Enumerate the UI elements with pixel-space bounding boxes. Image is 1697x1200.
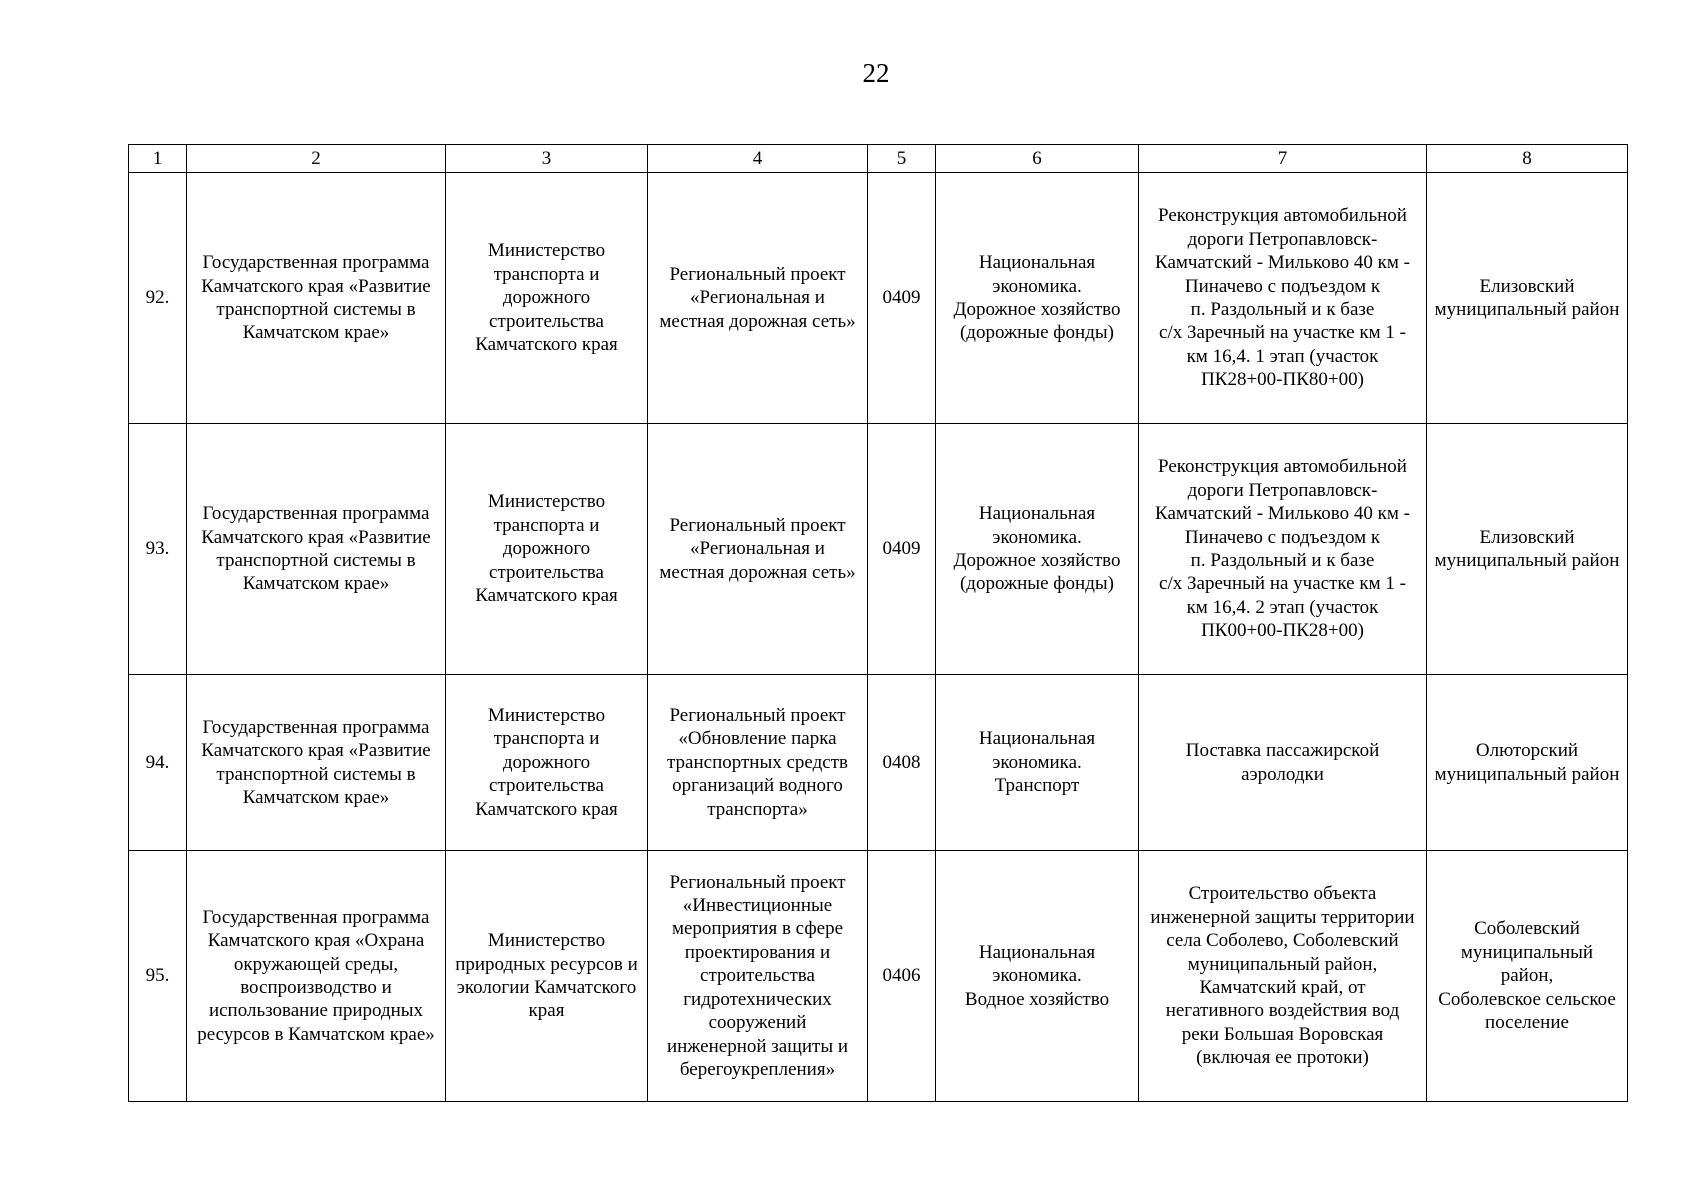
project-cell <box>648 851 868 1102</box>
section-text: Национальная экономика. Транспорт <box>978 728 1096 797</box>
ministry-cell <box>446 173 648 424</box>
object-cell <box>1139 173 1427 424</box>
object-text: Поставка пассажирской аэролодки <box>1185 740 1380 785</box>
header-cell-7: 7 <box>1139 145 1427 173</box>
ministry-text: Министерство природных ресурсов и экологии Камчатского края <box>455 930 638 1022</box>
project-text: Региональный проект «Инвестиционные мероприятия в сфере проектирования и строительства гидротехнических сооружений инженерной защиты и берегоукрепления» <box>666 871 849 1080</box>
code-text: 0409 <box>882 538 921 560</box>
program-cell <box>187 675 446 851</box>
program-text: Государственная программа Камчатского края «Развитие транспортной системы в Камчатском крае» <box>201 503 431 595</box>
project-cell <box>648 675 868 851</box>
page-number: 22 <box>862 58 890 88</box>
code-cell <box>868 675 936 851</box>
ministry-text: Министерство транспорта и дорожного строительства Камчатского края <box>475 240 618 356</box>
municipality-text: Елизовский муниципальный район <box>1434 526 1620 571</box>
row-number-cell <box>129 173 187 424</box>
object-cell <box>1139 424 1427 675</box>
header-row <box>129 145 1628 173</box>
header-cell-2: 2 <box>187 145 446 173</box>
municipality-cell <box>1427 424 1628 675</box>
header-cell-1: 1 <box>129 145 187 173</box>
municipality-text: Олюторский муниципальный район <box>1434 740 1620 785</box>
section-cell <box>936 424 1139 675</box>
header-cell-4: 4 <box>648 145 868 173</box>
row-number-cell <box>129 675 187 851</box>
municipality-cell <box>1427 173 1628 424</box>
header-cell-6: 6 <box>936 145 1139 173</box>
project-text: Региональный проект «Региональная и местная дорожная сеть» <box>659 263 856 332</box>
header-cell-5: 5 <box>868 145 936 173</box>
row-number: 95. <box>145 965 170 987</box>
section-cell <box>936 851 1139 1102</box>
code-cell <box>868 424 936 675</box>
ministry-cell <box>446 675 648 851</box>
table-row <box>129 173 1628 424</box>
object-text: Реконструкция автомобильной дороги Петропавловск- Камчатский - Мильково 40 км - Пиначево с подъездом к п. Раздольный и к базе с/х Заречный на участке км 1 - км 16,4. 1 этап (участок ПК28+00-ПК80+00) <box>1155 205 1410 391</box>
row-number: 93. <box>145 538 170 560</box>
header-cell-8: 8 <box>1427 145 1628 173</box>
program-cell <box>187 173 446 424</box>
municipality-cell <box>1427 851 1628 1102</box>
project-cell <box>648 424 868 675</box>
row-number-cell <box>129 851 187 1102</box>
table-row <box>129 851 1628 1102</box>
code-cell <box>868 851 936 1102</box>
section-cell <box>936 173 1139 424</box>
row-number-cell <box>129 424 187 675</box>
code-text: 0408 <box>882 751 921 773</box>
project-text: Региональный проект «Региональная и местная дорожная сеть» <box>659 514 856 583</box>
program-cell <box>187 851 446 1102</box>
code-text: 0409 <box>882 287 921 309</box>
row-number: 92. <box>145 287 170 309</box>
program-text: Государственная программа Камчатского края «Охрана окружающей среды, воспроизводство и использование природных ресурсов в Камчатском крае» <box>197 906 435 1045</box>
table-row <box>129 424 1628 675</box>
project-cell <box>648 173 868 424</box>
row-number: 94. <box>145 751 170 773</box>
ministry-text: Министерство транспорта и дорожного строительства Камчатского края <box>475 704 618 820</box>
object-text: Реконструкция автомобильной дороги Петропавловск- Камчатский - Мильково 40 км - Пиначево с подъездом к п. Раздольный и к базе с/х Заречный на участке км 1 - км 16,4. 2 этап (участок ПК00+00-ПК28+00) <box>1155 456 1410 642</box>
municipality-text: Елизовский муниципальный район <box>1434 275 1620 320</box>
section-text: Национальная экономика. Дорожное хозяйство (дорожные фонды) <box>953 503 1121 595</box>
municipality-cell <box>1427 675 1628 851</box>
project-text: Региональный проект «Обновление парка транспортных средств организаций водного транспорта» <box>667 704 848 820</box>
municipality-text: Соболевский муниципальный район, Соболевское сельское поселение <box>1438 918 1616 1034</box>
ministry-text: Министерство транспорта и дорожного строительства Камчатского края <box>475 491 618 607</box>
program-cell <box>187 424 446 675</box>
section-cell <box>936 675 1139 851</box>
program-text: Государственная программа Камчатского края «Развитие транспортной системы в Камчатском крае» <box>201 252 431 344</box>
code-cell <box>868 173 936 424</box>
data-table <box>128 144 1628 1102</box>
header-cell-3: 3 <box>446 145 648 173</box>
object-cell <box>1139 851 1427 1102</box>
code-text: 0406 <box>882 965 921 987</box>
ministry-cell <box>446 851 648 1102</box>
section-text: Национальная экономика. Водное хозяйство <box>964 941 1110 1010</box>
program-text: Государственная программа Камчатского края «Развитие транспортной системы в Камчатском крае» <box>201 716 431 808</box>
object-text: Строительство объекта инженерной защиты территории села Соболево, Соболевский муниципальный район, Камчатский край, от негативного воздействия вод реки Большая Воровская (включая ее протоки) <box>1150 883 1415 1069</box>
section-text: Национальная экономика. Дорожное хозяйство (дорожные фонды) <box>953 252 1121 344</box>
object-cell <box>1139 675 1427 851</box>
ministry-cell <box>446 424 648 675</box>
table-row <box>129 675 1628 851</box>
